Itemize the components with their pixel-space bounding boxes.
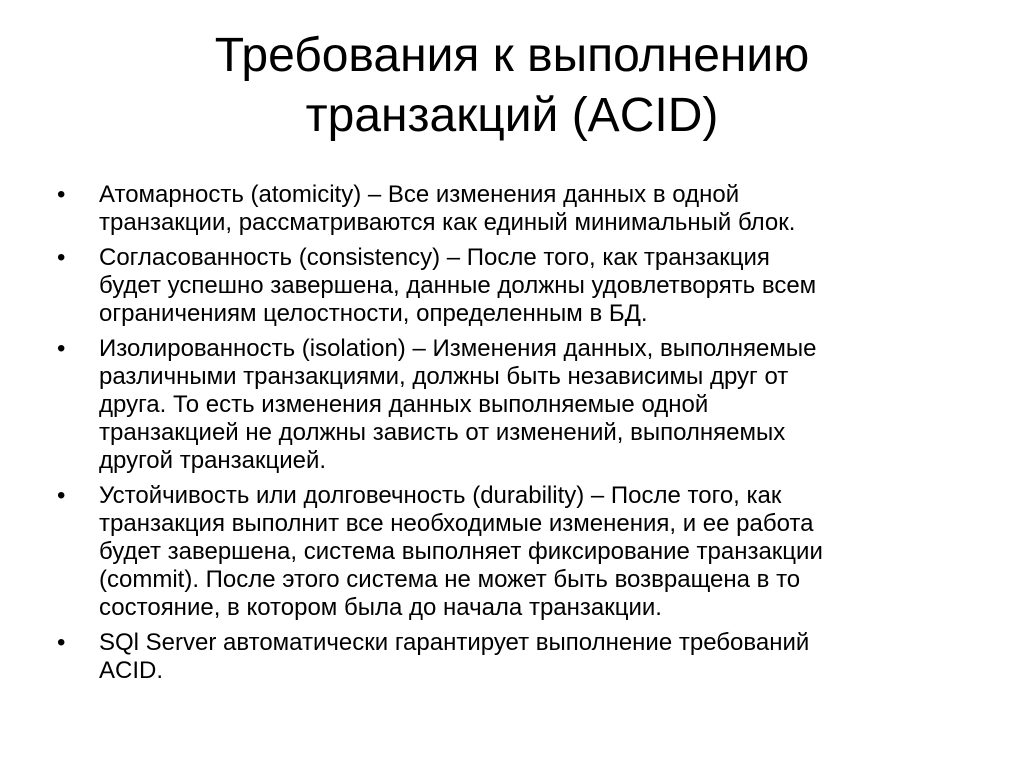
bullet-durability	[57, 482, 977, 622]
bullet-text	[99, 244, 977, 328]
bullet-text	[99, 181, 977, 237]
bullet-text	[99, 629, 977, 685]
bullet-sql-server	[57, 629, 977, 685]
bullet-line: Устойчивость или долговечность (durability) – После того, как	[99, 482, 782, 509]
bullet-line: ограничениям целостности, определенным в БД.	[99, 300, 648, 327]
slide-title-line: Требования к выполнению	[214, 29, 810, 82]
bullet-line: Изолированность (isolation) – Изменения данных, выполняемые	[99, 335, 817, 362]
bullet-list	[57, 181, 977, 692]
bullet-line: ACID.	[99, 657, 164, 684]
bullet-line: транзакции, рассматриваются как единый минимальный блок.	[99, 209, 796, 236]
bullet-icon: •	[57, 482, 66, 509]
bullet-line: будет завершена, система выполняет фиксирование транзакции	[99, 538, 823, 565]
bullet-consistency	[57, 244, 977, 328]
bullet-line: SQl Server автоматически гарантирует выполнение требований	[99, 629, 810, 656]
slide-title	[60, 26, 964, 146]
bullet-icon: •	[57, 181, 66, 208]
bullet-line: другой транзакцией.	[99, 447, 327, 474]
bullet-line: (commit). После этого система не может быть возвращена в то	[99, 566, 801, 593]
bullet-text	[99, 335, 977, 475]
bullet-line: различными транзакциями, должны быть независимы друг от	[99, 363, 789, 390]
bullet-line: друга. То есть изменения данных выполняемые одной	[99, 391, 709, 418]
bullet-line: Атомарность (atomicity) – Все изменения данных в одной	[99, 181, 740, 208]
bullet-isolation	[57, 335, 977, 475]
bullet-line: транзакцией не должны зависть от изменений, выполняемых	[99, 419, 786, 446]
bullet-icon: •	[57, 335, 66, 362]
slide-title-line: транзакций (ACID)	[305, 89, 719, 142]
bullet-line: транзакция выполнит все необходимые изменения, и ее работа	[99, 510, 814, 537]
bullet-atomicity	[57, 181, 977, 237]
bullet-line: состояние, в котором была до начала транзакции.	[99, 594, 662, 621]
bullet-icon: •	[57, 629, 66, 656]
bullet-line: будет успешно завершена, данные должны удовлетворять всем	[99, 272, 817, 299]
bullet-icon: •	[57, 244, 66, 271]
bullet-text	[99, 482, 977, 622]
bullet-line: Согласованность (consistency) – После того, как транзакция	[99, 244, 770, 271]
